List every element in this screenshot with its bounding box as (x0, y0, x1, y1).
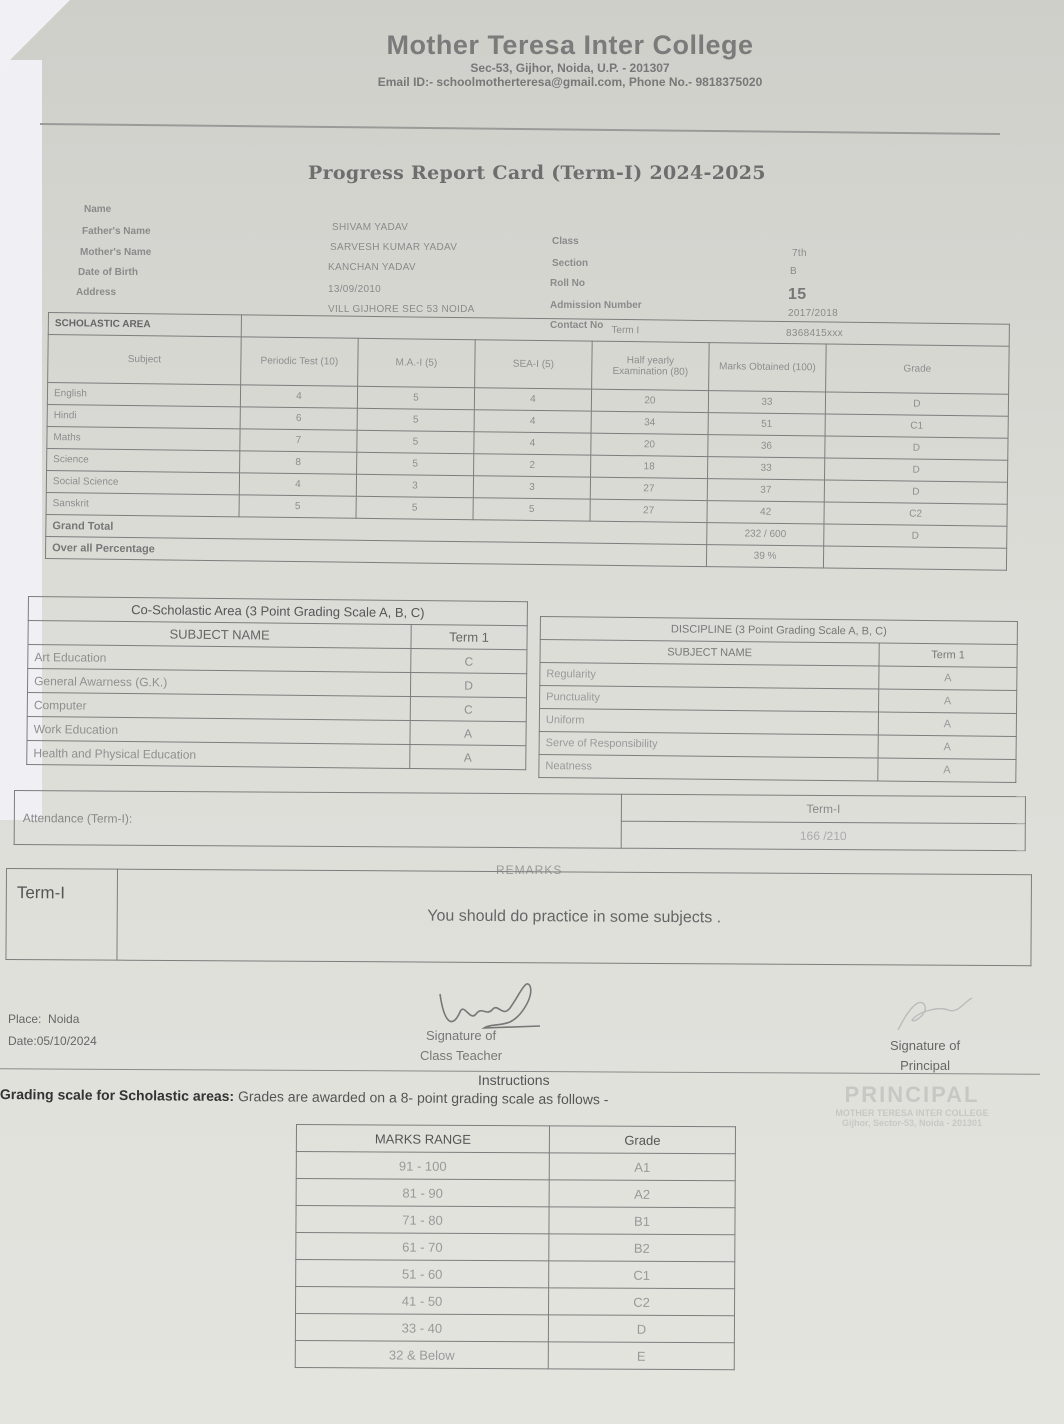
remarks-table (5, 868, 1032, 966)
dob-label: Date of Birth (78, 267, 138, 278)
date-of-birth: 13/09/2010 (328, 284, 382, 295)
remarks-term: Term-I (6, 869, 118, 961)
gs-grade: B2 (549, 1234, 735, 1262)
mother-label: Mother's Name (80, 247, 152, 258)
table-row (27, 740, 526, 769)
sea-score: 4 (474, 432, 591, 455)
co-col-subject: SUBJECT NAME (28, 621, 411, 649)
table-row (296, 1206, 735, 1235)
grade-value: D (825, 392, 1008, 416)
gs-grade: A2 (549, 1180, 735, 1208)
col-periodic-test: Periodic Test (10) (241, 337, 359, 386)
admission-value: 2017/2018 (788, 308, 838, 319)
ma-score: 5 (357, 452, 474, 475)
col-sea: SEA-I (5) (475, 340, 593, 389)
contact-value: 8368415xxx (786, 328, 843, 339)
table-row (296, 1287, 735, 1316)
disc-grade: A (879, 666, 1017, 690)
co-grade: C (410, 697, 526, 722)
grading-scale-table (295, 1124, 736, 1370)
disc-grade: A (878, 712, 1016, 736)
sea-score: 4 (474, 410, 591, 433)
class-label: Class (552, 236, 579, 247)
remarks-text: You should do practice in some subjects . (117, 869, 1032, 966)
subject-name: Science (47, 448, 240, 472)
gs-grade: E (548, 1342, 734, 1370)
col-subject: Subject (48, 335, 242, 385)
col-half-yearly: Half yearly Examination (80) (592, 341, 710, 390)
place-label: Place: (8, 1012, 42, 1026)
col-ma: M.A.-I (5) (358, 338, 476, 387)
place-value: Noida (48, 1012, 80, 1026)
father-label: Father's Name (82, 226, 151, 237)
percentage-label: Over all Percentage (45, 536, 706, 566)
gs-range: 41 - 50 (296, 1287, 549, 1315)
school-header (260, 30, 880, 89)
co-grade: C (411, 649, 527, 674)
sea-score: 5 (473, 498, 590, 521)
col-grade: Grade (826, 344, 1010, 394)
principal-signature (888, 990, 978, 1040)
principal-sig-line1: Signature of (890, 1038, 961, 1053)
grade-value: D (824, 480, 1007, 504)
grand-total-label: Grand Total (46, 514, 707, 544)
date-line (8, 1034, 97, 1048)
subject-name: Social Science (46, 470, 239, 494)
class-value: 7th (792, 248, 807, 259)
hy-score: 34 (591, 411, 708, 434)
gs-col-range: MARKS RANGE (296, 1125, 549, 1153)
co-grade: D (410, 673, 526, 698)
grading-text: Grades are awarded on a 8- point grading scale as follows - (234, 1088, 609, 1108)
admission-label: Admission Number (550, 300, 642, 311)
instructions-heading: Instructions (478, 1072, 550, 1088)
teacher-sig-line2: Class Teacher (420, 1048, 503, 1063)
term-label: Term I (241, 315, 1009, 346)
gs-col-grade: Grade (549, 1126, 735, 1154)
co-subject: Work Education (27, 716, 410, 744)
disc-subject: Neatness (539, 754, 878, 781)
disc-grade: A (879, 689, 1017, 713)
table-row (296, 1152, 735, 1181)
paper-corner (0, 0, 70, 70)
section-label: Section (552, 258, 589, 269)
ma-score: 5 (357, 430, 474, 453)
co-scholastic-title: Co-Scholastic Area (3 Point Grading Scale A, B, C) (28, 597, 527, 626)
student-address: VILL GIJHORE SEC 53 NOIDA (328, 304, 475, 315)
gs-range: 91 - 100 (296, 1152, 549, 1180)
disc-grade: A (878, 758, 1016, 782)
remarks-heading: REMARKS (496, 863, 563, 877)
attendance-label: Attendance (Term-I): (14, 791, 621, 849)
grand-total-value: 232 / 600 (707, 523, 824, 546)
gs-range: 81 - 90 (296, 1179, 549, 1207)
discipline-table (538, 616, 1018, 783)
pt-score: 4 (240, 385, 357, 408)
table-row (296, 1179, 735, 1208)
co-col-term: Term 1 (411, 625, 527, 650)
gs-range: 61 - 70 (296, 1233, 549, 1261)
address-label: Address (76, 287, 117, 298)
percentage-empty (823, 546, 1006, 570)
ma-score: 5 (357, 408, 474, 431)
teacher-sig-line1: Signature of (426, 1028, 497, 1043)
pt-score: 8 (240, 451, 357, 474)
attendance-table (14, 790, 1026, 851)
co-subject: Art Education (28, 645, 411, 673)
subject-name: Sanskrit (46, 492, 239, 516)
name-label: Name (84, 204, 112, 215)
date-label: Date: (8, 1034, 37, 1048)
sea-score: 4 (474, 388, 591, 411)
stamp-line1: PRINCIPAL (844, 1082, 980, 1107)
roll-label: Roll No (550, 278, 585, 289)
disc-col-term: Term 1 (879, 643, 1017, 667)
marks-score: 33 (708, 391, 825, 414)
co-subject: General Awarness (G.K.) (27, 669, 410, 697)
disc-grade: A (878, 735, 1016, 759)
scholastic-table (45, 312, 1010, 571)
scholastic-area-label: SCHOLASTIC AREA (48, 313, 241, 337)
pt-score: 7 (240, 429, 357, 452)
marks-score: 33 (708, 457, 825, 480)
student-name: SHIVAM YADAV (332, 222, 409, 233)
ma-score: 5 (357, 386, 474, 409)
hy-score: 27 (590, 477, 707, 500)
discipline-title: DISCIPLINE (3 Point Grading Scale A, B, C) (540, 617, 1017, 645)
subject-name: English (47, 383, 240, 407)
gs-range: 33 - 40 (295, 1314, 548, 1342)
percentage-value: 39 % (706, 545, 823, 568)
school-address: Sec-53, Gijhor, Noida, U.P. - 201307 (470, 61, 670, 75)
subject-name: Hindi (47, 404, 240, 428)
class-teacher-signature-label (420, 1026, 502, 1066)
marks-score: 36 (708, 435, 825, 458)
co-subject: Computer (27, 692, 410, 720)
hy-score: 20 (591, 433, 708, 456)
table-row (296, 1233, 735, 1262)
ma-score: 3 (356, 474, 473, 497)
gs-range: 32 & Below (295, 1340, 548, 1368)
co-grade: A (410, 721, 526, 746)
marks-score: 42 (707, 501, 824, 524)
section-value: B (790, 266, 797, 277)
report-title: Progress Report Card (Term-I) 2024-2025 (308, 162, 766, 184)
pt-score: 4 (239, 473, 356, 496)
principal-signature-label (890, 1036, 960, 1076)
col-marks: Marks Obtained (100) (709, 343, 827, 392)
principal-stamp (792, 1082, 1032, 1144)
table-row (295, 1314, 734, 1343)
marks-score: 37 (707, 479, 824, 502)
grand-total-grade: D (824, 524, 1007, 548)
gs-grade: B1 (549, 1207, 735, 1235)
grade-value: D (825, 458, 1008, 482)
co-scholastic-table (26, 596, 528, 770)
grade-value: C1 (825, 414, 1008, 438)
marks-score: 51 (708, 413, 825, 436)
gs-grade: D (548, 1315, 734, 1343)
grade-value: D (825, 436, 1008, 460)
mother-name: KANCHAN YADAV (328, 262, 416, 273)
sea-score: 3 (473, 476, 590, 499)
hy-score: 18 (591, 455, 708, 478)
pt-score: 5 (239, 495, 356, 518)
attendance-value: 166 /210 (621, 821, 1025, 850)
table-row (539, 754, 1016, 782)
sea-score: 2 (474, 454, 591, 477)
contact-label: Contact No (550, 320, 604, 331)
disc-subject: Serve of Responsibility (539, 731, 878, 758)
grade-value: C2 (824, 502, 1007, 526)
pt-score: 6 (240, 407, 357, 430)
disc-col-subject: SUBJECT NAME (540, 640, 879, 667)
stamp-line3: Gijhor, Sector-53, Noida - 201301 (841, 1118, 983, 1128)
grading-lead: Grading scale for Scholastic areas: (0, 1086, 235, 1105)
disc-subject: Regularity (540, 663, 879, 690)
father-name: SARVESH KUMAR YADAV (330, 242, 458, 253)
hy-score: 20 (591, 389, 708, 412)
date-value: 05/10/2024 (36, 1034, 97, 1048)
table-row (296, 1260, 735, 1289)
ma-score: 5 (356, 496, 473, 519)
principal-sig-line2: Principal (900, 1058, 950, 1073)
gs-grade: C2 (549, 1288, 735, 1316)
table-row (295, 1340, 734, 1369)
co-subject: Health and Physical Education (27, 740, 410, 768)
school-name: Mother Teresa Inter College (386, 30, 754, 60)
gs-grade: C1 (549, 1261, 735, 1289)
gs-range: 71 - 80 (296, 1206, 549, 1234)
co-grade: A (410, 745, 526, 770)
disc-subject: Uniform (539, 709, 878, 736)
stamp-line2: MOTHER TERESA INTER COLLEGE (835, 1108, 989, 1118)
subject-name: Maths (47, 426, 240, 450)
attendance-term: Term-I (621, 794, 1025, 823)
hy-score: 27 (590, 499, 707, 522)
gs-range: 51 - 60 (296, 1260, 549, 1288)
disc-subject: Punctuality (540, 686, 879, 713)
roll-value: 15 (788, 286, 807, 303)
school-contact: Email ID:- schoolmotherteresa@gmail.com, Phone No.- 9818375020 (377, 75, 763, 89)
gs-grade: A1 (549, 1153, 735, 1181)
place-line (8, 1012, 79, 1026)
